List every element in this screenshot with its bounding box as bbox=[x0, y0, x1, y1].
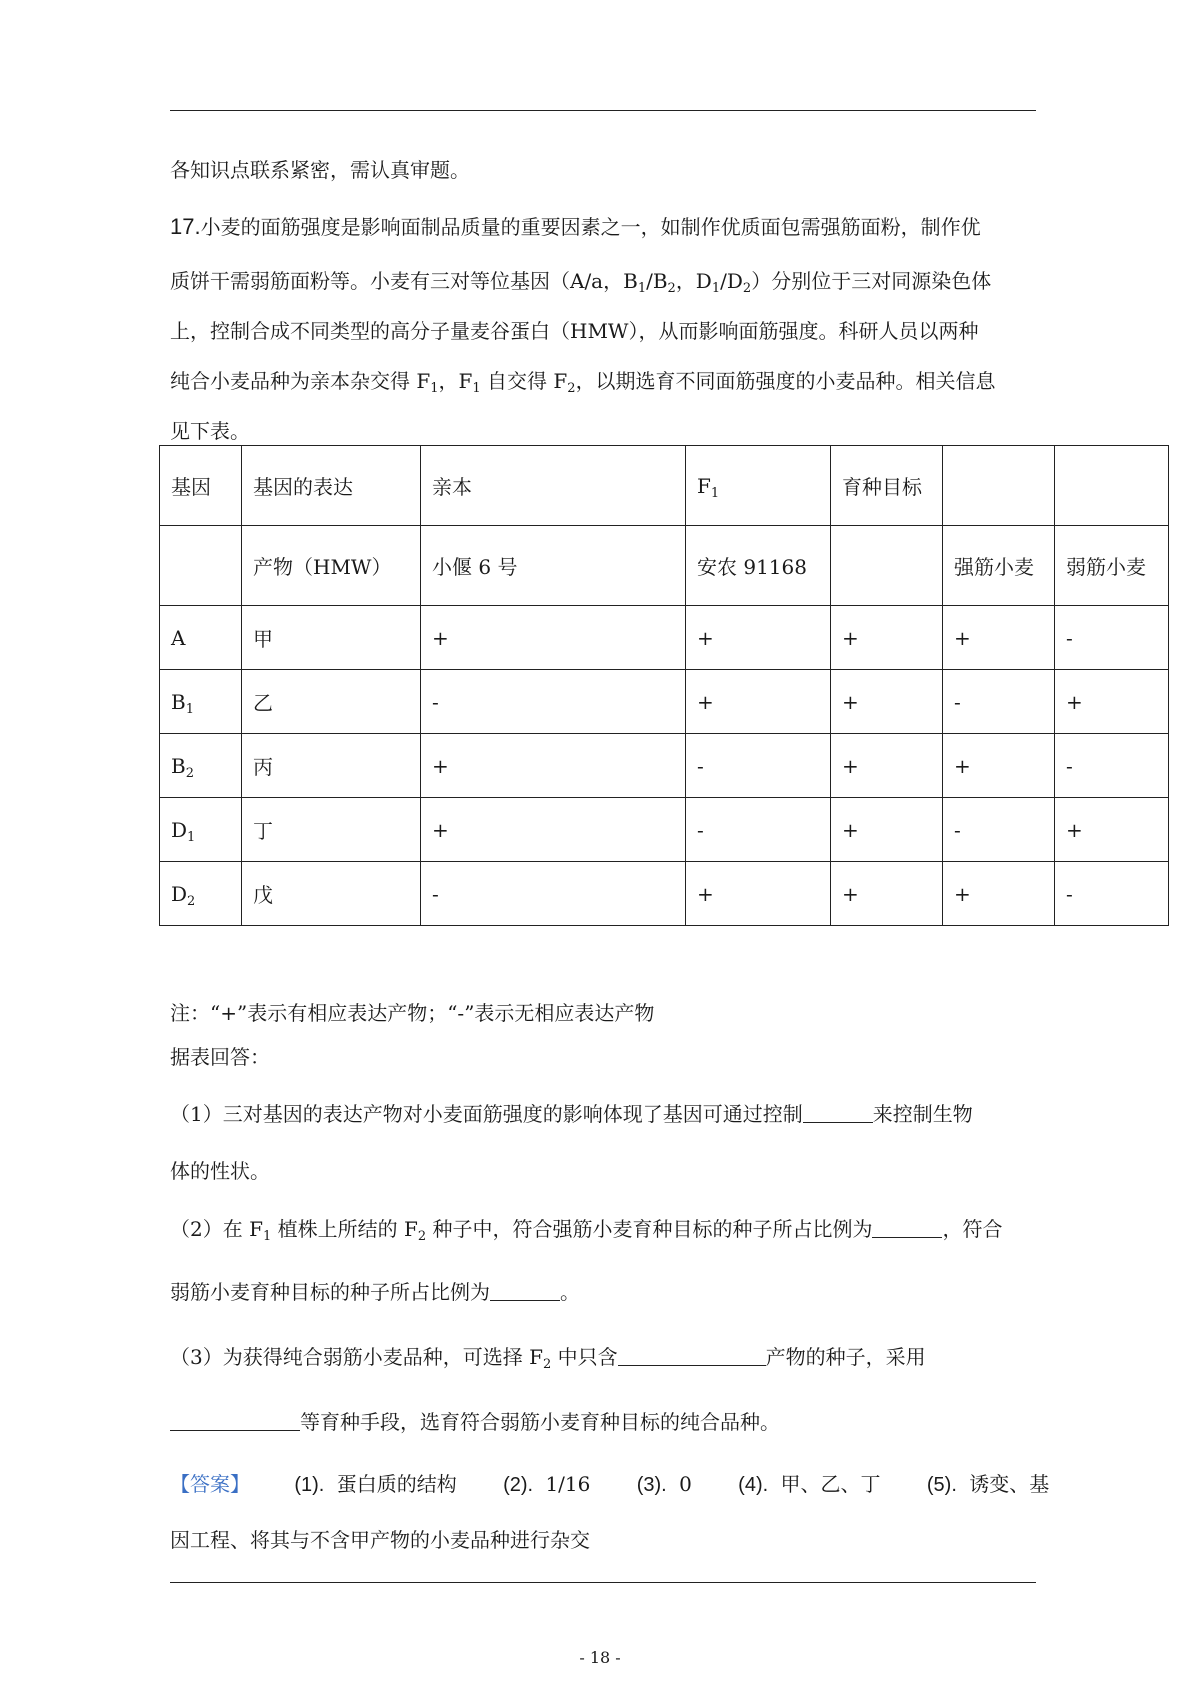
table-header-cell: 基因 bbox=[160, 446, 242, 526]
answer-1: 蛋白质的结构 bbox=[336, 1472, 457, 1496]
table-header-cell bbox=[831, 526, 943, 606]
subquestion-1-cont bbox=[170, 1158, 1036, 1184]
product-cell: 甲 bbox=[242, 606, 421, 670]
header-rule bbox=[170, 110, 1036, 111]
answer-line bbox=[170, 1471, 1050, 1498]
answer-5-number: (5). bbox=[926, 1474, 957, 1496]
intro-tail bbox=[170, 157, 1036, 183]
subquestion-1-text-b: 来控制生物 bbox=[872, 1102, 973, 1126]
question-line-2-text: 质饼干需弱筋面粉等。小麦有三对等位基因（A/a，$B_1/B_2$，$D_1/D_2$）分别位于三对同源染色体 bbox=[170, 269, 992, 296]
table-cell: + bbox=[831, 670, 943, 734]
table-cell: - bbox=[421, 862, 686, 926]
answer-5: 诱变、基 bbox=[969, 1472, 1050, 1496]
gene-cell: $B_1$ bbox=[160, 670, 242, 734]
table-row bbox=[160, 606, 1169, 670]
subquestion-2-text-b: ，符合 bbox=[942, 1217, 1003, 1241]
answer-prompt bbox=[170, 1044, 1036, 1070]
product-cell: 乙 bbox=[242, 670, 421, 734]
question-line-4-text: 纯合小麦品种为亲本杂交得 $F_1$，$F_1$ 自交得 $F_2$，以期选育不同面筋强度的小麦品种。相关信息 bbox=[170, 369, 996, 396]
question-number: 17. bbox=[170, 214, 201, 239]
answer-blank-5[interactable] bbox=[170, 1410, 300, 1431]
answer-5-cont: 因工程、将其与不含甲产物的小麦品种进行杂交 bbox=[170, 1528, 590, 1552]
answer-3-number: (3). bbox=[636, 1474, 667, 1496]
answer-2-number: (2). bbox=[503, 1474, 534, 1496]
table-cell: + bbox=[943, 862, 1055, 926]
table-row bbox=[160, 734, 1169, 798]
question-line-1-text: 小麦的面筋强度是影响面制品质量的重要因素之一，如制作优质面包需强筋面粉，制作优 bbox=[200, 215, 981, 239]
table-cell: + bbox=[943, 734, 1055, 798]
subquestion-1 bbox=[170, 1101, 1036, 1127]
question-line-1 bbox=[170, 214, 1036, 240]
answer-4: 甲、乙、丁 bbox=[780, 1472, 881, 1496]
table-cell: + bbox=[421, 798, 686, 862]
answer-2: 1/16 bbox=[545, 1472, 591, 1496]
subquestion-2-cont bbox=[170, 1279, 1036, 1305]
table-cell: - bbox=[943, 670, 1055, 734]
product-cell: 戊 bbox=[242, 862, 421, 926]
subquestion-1-text-c: 体的性状。 bbox=[170, 1159, 270, 1183]
gene-cell: $D_2$ bbox=[160, 862, 242, 926]
table-cell: + bbox=[421, 606, 686, 670]
answer-blank-4[interactable] bbox=[618, 1345, 766, 1366]
table-header-cell: 基因的表达 bbox=[242, 446, 421, 526]
table-cell: - bbox=[686, 798, 831, 862]
subquestion-3-text-c: 等育种手段，选育符合弱筋小麦育种目标的纯合品种。 bbox=[300, 1410, 780, 1434]
table-cell: - bbox=[943, 798, 1055, 862]
question-line-2 bbox=[170, 268, 1036, 294]
table-row bbox=[160, 798, 1169, 862]
table-header-cell: 育种目标 bbox=[831, 446, 943, 526]
table-cell: + bbox=[421, 734, 686, 798]
table-cell: + bbox=[831, 798, 943, 862]
gene-cell: $B_2$ bbox=[160, 734, 242, 798]
table-row bbox=[160, 862, 1169, 926]
table-cell: + bbox=[1055, 798, 1169, 862]
answer-label: 【答案】 bbox=[170, 1472, 250, 1496]
answer-line-cont bbox=[170, 1527, 1036, 1553]
gene-cell: $D_1$ bbox=[160, 798, 242, 862]
table-header-row-1 bbox=[160, 446, 1169, 526]
question-line-5 bbox=[170, 418, 1036, 444]
answer-blank-1[interactable] bbox=[803, 1102, 873, 1123]
table-note-text: 注：“+”表示有相应表达产物；“-”表示无相应表达产物 bbox=[170, 1001, 655, 1025]
table-header-row-2 bbox=[160, 526, 1169, 606]
table-header-cell bbox=[943, 446, 1055, 526]
table-header-cell: 小偃 6 号 bbox=[421, 526, 686, 606]
table-cell: + bbox=[831, 606, 943, 670]
answer-blank-2[interactable] bbox=[872, 1217, 942, 1238]
question-line-3 bbox=[170, 318, 1036, 344]
product-cell: 丁 bbox=[242, 798, 421, 862]
subquestion-3-text-a: （3）为获得纯合弱筋小麦品种，可选择 $F_2$ 中只含 bbox=[170, 1345, 618, 1372]
subquestion-2-text-a: （2）在 $F_1$ 植株上所结的 $F_2$ 种子中，符合强筋小麦育种目标的种子所占比例为 bbox=[170, 1217, 873, 1244]
table-cell: - bbox=[1055, 862, 1169, 926]
table-header-cell: 亲本 bbox=[421, 446, 686, 526]
subquestion-3-text-b: 产物的种子，采用 bbox=[765, 1345, 926, 1369]
subquestion-3 bbox=[170, 1344, 1036, 1370]
table-header-cell bbox=[1055, 446, 1169, 526]
table-header-cell: 弱筋小麦 bbox=[1055, 526, 1169, 606]
subquestion-2 bbox=[170, 1216, 1036, 1242]
subquestion-3-cont bbox=[170, 1409, 1036, 1435]
gene-cell: A bbox=[160, 606, 242, 670]
subquestion-2-text-d: 。 bbox=[560, 1280, 580, 1304]
product-cell: 丙 bbox=[242, 734, 421, 798]
gene-expression-table bbox=[159, 445, 1169, 926]
subquestion-2-text-c: 弱筋小麦育种目标的种子所占比例为 bbox=[170, 1280, 490, 1304]
footer-rule bbox=[170, 1582, 1036, 1583]
table-cell: - bbox=[1055, 734, 1169, 798]
table-cell: + bbox=[831, 862, 943, 926]
table-cell: + bbox=[1055, 670, 1169, 734]
answer-prompt-text: 据表回答： bbox=[170, 1045, 270, 1069]
table-header-cell bbox=[160, 526, 242, 606]
table-cell: + bbox=[831, 734, 943, 798]
table-header-cell: 强筋小麦 bbox=[943, 526, 1055, 606]
table-row bbox=[160, 670, 1169, 734]
subquestion-1-text-a: （1）三对基因的表达产物对小麦面筋强度的影响体现了基因可通过控制 bbox=[170, 1102, 803, 1126]
table-header-cell: 产物（HMW） bbox=[242, 526, 421, 606]
table-cell: + bbox=[686, 606, 831, 670]
table-header-cell: $F_1$ bbox=[686, 446, 831, 526]
table-cell: - bbox=[421, 670, 686, 734]
table-cell: - bbox=[1055, 606, 1169, 670]
table-note bbox=[170, 1000, 1036, 1026]
intro-tail-text: 各知识点联系紧密，需认真审题。 bbox=[170, 158, 470, 182]
answer-1-number: (1). bbox=[294, 1474, 325, 1496]
table-header-cell: 安农 91168 bbox=[686, 526, 831, 606]
question-line-3-text: 上，控制合成不同类型的高分子量麦谷蛋白（HMW），从而影响面筋强度。科研人员以两种 bbox=[170, 319, 979, 343]
table-cell: + bbox=[686, 670, 831, 734]
table-cell: - bbox=[686, 734, 831, 798]
table-cell: + bbox=[943, 606, 1055, 670]
question-line-5-text: 见下表。 bbox=[170, 419, 250, 443]
answer-4-number: (4). bbox=[738, 1474, 769, 1496]
page-number: - 18 - bbox=[579, 1648, 621, 1667]
answer-3: 0 bbox=[679, 1472, 692, 1496]
question-line-4 bbox=[170, 368, 1036, 394]
table-cell: + bbox=[686, 862, 831, 926]
answer-blank-3[interactable] bbox=[490, 1280, 560, 1301]
